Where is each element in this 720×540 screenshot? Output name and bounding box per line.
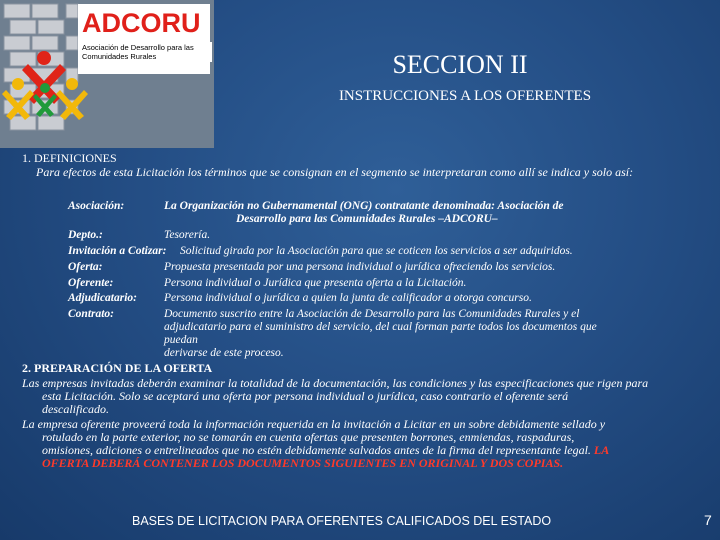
definition-term: Oferta: [68, 261, 103, 273]
preparation-heading: 2. PREPARACIÓN DE LA OFERTA [22, 361, 213, 375]
section-title: SECCION II [392, 50, 528, 79]
organization-logo [0, 0, 214, 148]
definition-term: Adjudicatario: [68, 292, 138, 304]
logo-subtitle: Asociación de Desarrollo para las Comunidades Rurales [80, 42, 212, 62]
definition-term: Contrato: [68, 308, 115, 320]
definition-text: Propuesta presentada por una persona individual o jurídica ofreciendo los servicios. [164, 261, 556, 273]
definition-text [164, 200, 614, 226]
preparation-paragraph-1 [22, 377, 712, 416]
paragraph-line: descalificado. [42, 402, 109, 416]
logo-name: ADCORU [82, 8, 201, 38]
definition-term: Asociación: [68, 200, 125, 212]
section-subtitle: INSTRUCCIONES A LOS OFERENTES [338, 88, 592, 104]
definition-term: Invitación a Cotizar: [68, 245, 167, 257]
definitions-intro: Para efectos de esta Licitación los términos que se consignan en el segmento se interpretaran como allí se indica y solo así: [36, 165, 634, 179]
definition-text: Tesorería. [164, 229, 211, 241]
definition-line: Documento suscrito entre la Asociación de Desarrollo para las Comunidades Rurales y el [164, 308, 580, 320]
definition-text: Solicitud girada por la Asociación para que se coticen los servicios a ser adquiridos. [180, 245, 573, 257]
definition-line: derivarse de este proceso. [164, 347, 284, 359]
definition-term: Oferente: [68, 277, 114, 289]
definition-line: La Organización no Gubernamental (ONG) contratante denominada: Asociación de [164, 200, 564, 212]
preparation-paragraph-2 [22, 418, 712, 470]
page-number: 7 [704, 512, 712, 528]
definition-text: Persona individual o jurídica a quien la junta de calificador a otorga concurso. [164, 292, 532, 304]
definitions-heading: 1. DEFINICIONES [22, 151, 117, 165]
paragraph-line: Las empresas invitadas deberán examinar la totalidad de la documentación, las condiciones y las especificaciones que rigen para [22, 376, 649, 390]
footer-text: BASES DE LICITACION PARA OFERENTES CALIFICADOS DEL ESTADO [132, 514, 552, 528]
paragraph-text: omisiones, adiciones o entrelineados que no estén debidamente salvados antes de la firma del representante legal. [42, 443, 591, 457]
definition-text [164, 308, 614, 360]
definition-line: adjudicatario para el suministro del servicio, del cual forman parte todos los documentos que puedan [164, 321, 597, 346]
definition-line: Desarrollo para las Comunidades Rurales –ADCORU– [236, 213, 498, 225]
definition-text: Persona individual o Jurídica que presenta oferta a la Licitación. [164, 277, 467, 289]
paragraph-line: esta Licitación. Solo se aceptará una oferta por persona individual o jurídica, caso contrario el oferente será [42, 389, 569, 403]
highlight-text: OFERTA DEBERÁ CONTENER LOS DOCUMENTOS SIGUIENTES EN ORIGINAL Y DOS COPIAS. [42, 456, 564, 470]
definition-term: Depto.: [68, 229, 103, 241]
paragraph-line: rotulado en la parte exterior, no se tomarán en cuenta ofertas que presenten borrones, enmiendas, raspaduras, [42, 430, 575, 444]
paragraph-line: La empresa oferente proveerá toda la información requerida en la invitación a Licitar en un sobre debidamente sellado y [22, 417, 606, 431]
highlight-text: LA [593, 443, 610, 457]
